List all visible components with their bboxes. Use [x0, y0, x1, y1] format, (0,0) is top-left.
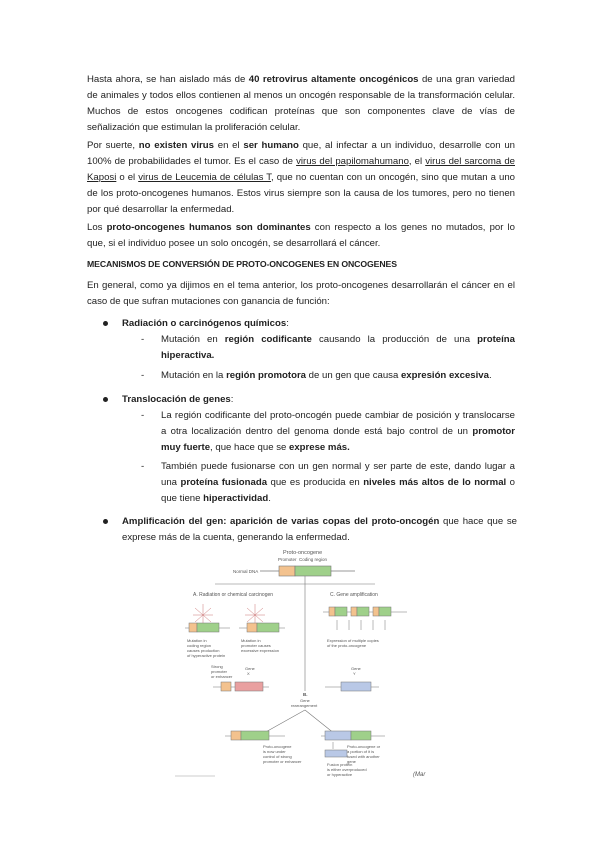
bl-caption: control of strong — [263, 754, 292, 759]
bullet-amplification-highlight: proto-oncogén — [371, 516, 440, 527]
sub-highlight: región codificante — [224, 334, 312, 345]
sub-strong-promoter — [141, 408, 515, 456]
strong-caption: promoter — [211, 669, 228, 674]
b-caption: Gene — [300, 698, 310, 703]
dominant-highlight: proto-oncogenes humanos son dominantes — [106, 222, 311, 233]
sub-highlight: exprese más. — [289, 442, 350, 453]
bullet-translocation-title: Translocación de genes — [122, 394, 231, 405]
a2-caption: promoter causes — [241, 643, 271, 648]
virus-papiloma-underlined: virus del papilomahumano — [296, 156, 409, 167]
virus-leucemia-underlined: virus de Leucemia de células T — [138, 172, 272, 183]
sub-highlight: proteína fusionada — [180, 477, 268, 488]
virus-highlight-2: ser humano — [243, 140, 299, 151]
virus-text: o el — [116, 172, 139, 183]
b-caption: rearrangement — [291, 703, 318, 708]
sub-text: Mutación en la — [161, 370, 227, 381]
dash-marker: - — [141, 334, 145, 345]
sub-fusion-text — [161, 459, 515, 507]
diagram-proto-label: Proto-oncogene — [283, 550, 323, 556]
dominant-text: Los — [87, 222, 107, 233]
fusion-caption: is either overproduced — [327, 767, 367, 772]
sub-highlight: niveles más altos de lo normal — [363, 477, 507, 488]
amplification-group — [323, 607, 407, 648]
coding-box — [295, 566, 331, 576]
sub-text: o que tiene — [161, 477, 515, 504]
dominant-paragraph — [87, 220, 515, 252]
sub-text: También puede fusionarse con un gen normal y ser parte de este, dando lugar a una — [161, 461, 515, 488]
bullet-colon: : — [230, 394, 234, 405]
a1-caption: Mutation in — [187, 638, 207, 643]
strong-caption: Strong — [211, 664, 223, 669]
sub-coding-mutation — [141, 332, 515, 364]
sub-coding-text — [161, 332, 515, 364]
section-heading: MECANISMOS DE CONVERSIÓN DE PROTO-ONCOGENES EN ONCOGENES — [87, 259, 397, 269]
mutation-promoter-group — [239, 604, 285, 653]
fusion-row — [321, 731, 385, 777]
br-caption: gene — [347, 759, 356, 764]
sub-text: Mutación en — [161, 334, 225, 345]
sub-highlight: expresión excesiva — [400, 370, 489, 381]
b-caption: B. — [303, 692, 308, 697]
a1-caption: coding region — [187, 643, 212, 648]
virus-kaposi-underlined: virus del sarcoma de Kaposi — [87, 156, 515, 183]
gene-x-caption: X — [247, 671, 250, 676]
dash-marker: - — [141, 461, 145, 472]
c-caption: of the proto-oncogene — [327, 643, 367, 648]
bl-caption: Proto-oncogene — [263, 744, 292, 749]
gene-y-caption: Gene — [351, 666, 361, 671]
fusion-caption: Fusion protein — [327, 762, 353, 767]
diagram-a-label: A. Radiation or chemical carcinogen — [193, 592, 274, 598]
intro-text: Hasta ahora, se han aislado más de — [87, 74, 249, 85]
bullet-radiation-title: Radiación o carcinógenos químicos — [122, 318, 287, 329]
intro-text-end: de una gran variedad de animales y todos ellos contienen al menos un oncogén responsable de la transformación celular. Muchos de estos oncogenes codifican proteínas que son componentes clave de vías de señalización que estimulan la proliferación celular. — [87, 74, 515, 133]
sub-text: , que hace que se — [210, 442, 289, 453]
diagram-promoter-label: Promoter — [278, 557, 297, 562]
sub-strong-text — [161, 408, 515, 456]
dash-marker: - — [141, 370, 145, 381]
bullet-amplification-marker — [103, 514, 123, 530]
bl-caption: promoter or enhancer — [263, 759, 302, 764]
dash-marker: - — [141, 410, 145, 421]
br-caption: fused with another — [347, 754, 380, 759]
diagram-normal-dna-label: Normal DNA — [233, 569, 259, 574]
sub-text: . — [268, 493, 271, 504]
sub-text: causando la producción de una — [311, 334, 478, 345]
bullet-amplification — [122, 514, 517, 546]
a1-caption: causes production — [187, 648, 220, 653]
bl-caption: is now under — [263, 749, 286, 754]
virus-highlight-1: no existen virus — [138, 140, 214, 151]
a2-caption: excessive expression — [241, 648, 280, 653]
sub-promoter-mutation — [141, 368, 515, 384]
a1-caption: of hyperactive protein — [187, 653, 226, 658]
oncogene-conversion-diagram — [175, 546, 435, 778]
bullet-translocation-label — [122, 392, 233, 408]
bullet-dot-icon — [103, 321, 108, 326]
virus-text: , que no cuentan con un oncogén, sino que mutan a uno de los proto-oncogenes humanos. Estos virus siempre son la causa de los tumores, pero no tienen por qué desarrollar la enfermedad. — [87, 172, 515, 215]
strong-caption: or enhancer — [211, 674, 233, 679]
intro-highlight: 40 retrovirus altamente oncogénicos — [248, 74, 419, 85]
mutation-coding-group — [185, 604, 230, 658]
rearranged-promoter-row — [225, 731, 302, 764]
promoter-box — [279, 566, 295, 576]
virus-text: en el — [213, 140, 244, 151]
virus-paragraph — [87, 138, 515, 218]
bullet-amplification-title: Amplificación del gen — [122, 516, 224, 527]
diagram-credit: (Mar — [413, 772, 426, 778]
sub-text: La región codificante del proto-oncogén puede cambiar de posición y translocarse a otra localización dentro del genoma donde está bajo control de un — [161, 410, 515, 437]
general-paragraph: En general, como ya dijimos en el tema anterior, los proto-oncogenes desarrollarán el cáncer en el caso de que sufran mutaciones con ganancia de función: — [87, 280, 515, 307]
a2-caption: Mutation in — [241, 638, 261, 643]
bullet-radiation-label — [122, 316, 289, 332]
bullet-colon: : — [286, 318, 289, 329]
sub-highlight: proteína hiperactiva. — [161, 334, 515, 361]
virus-text: , el — [408, 156, 426, 167]
diagram-c-label: C. Gene amplification — [330, 592, 378, 598]
sub-fusion — [141, 459, 515, 507]
sub-highlight: promotor muy fuerte — [161, 426, 515, 453]
intro-paragraph — [87, 72, 515, 136]
bullet-dot-icon — [103, 519, 108, 524]
gene-x-caption: Gene — [245, 666, 255, 671]
gene-x-row — [213, 682, 269, 691]
sub-text: . — [488, 370, 492, 381]
sub-promoter-text — [161, 368, 515, 384]
virus-text: que, al infectar a un individuo, desarrolle con un 100% de probabilidades el tumor. Es el caso de — [87, 140, 515, 167]
virus-text: Por suerte, — [87, 140, 139, 151]
br-caption: a portion of it is — [347, 749, 375, 754]
bullet-radiation — [103, 316, 523, 332]
sub-highlight: hiperactividad — [203, 493, 269, 504]
fusion-caption: or hyperactive — [327, 772, 353, 777]
bullet-dot-icon — [103, 397, 108, 402]
gene-y-row — [325, 682, 379, 691]
gene-y-caption: Y — [353, 671, 356, 676]
bullet-amplification-highlight: : aparición de varias copas del — [223, 516, 372, 527]
bullet-translocation — [103, 392, 523, 408]
sub-text: que es producida en — [267, 477, 364, 488]
dominant-text: con respecto a los genes no mutados, por lo que, si el individuo posee un solo oncogén, se desarrollará el cáncer. — [87, 222, 515, 249]
bullet-amplification-text: que hace que se exprese más de la cuenta, generando la enfermedad. — [122, 516, 517, 543]
br-caption: Proto-oncogene or — [347, 744, 381, 749]
c-caption: Expression of multiple copies — [327, 638, 379, 643]
sub-text: de un gen que causa — [306, 370, 401, 381]
diagram-coding-label: Coding region — [299, 557, 328, 562]
sub-highlight: región promotora — [226, 370, 307, 381]
